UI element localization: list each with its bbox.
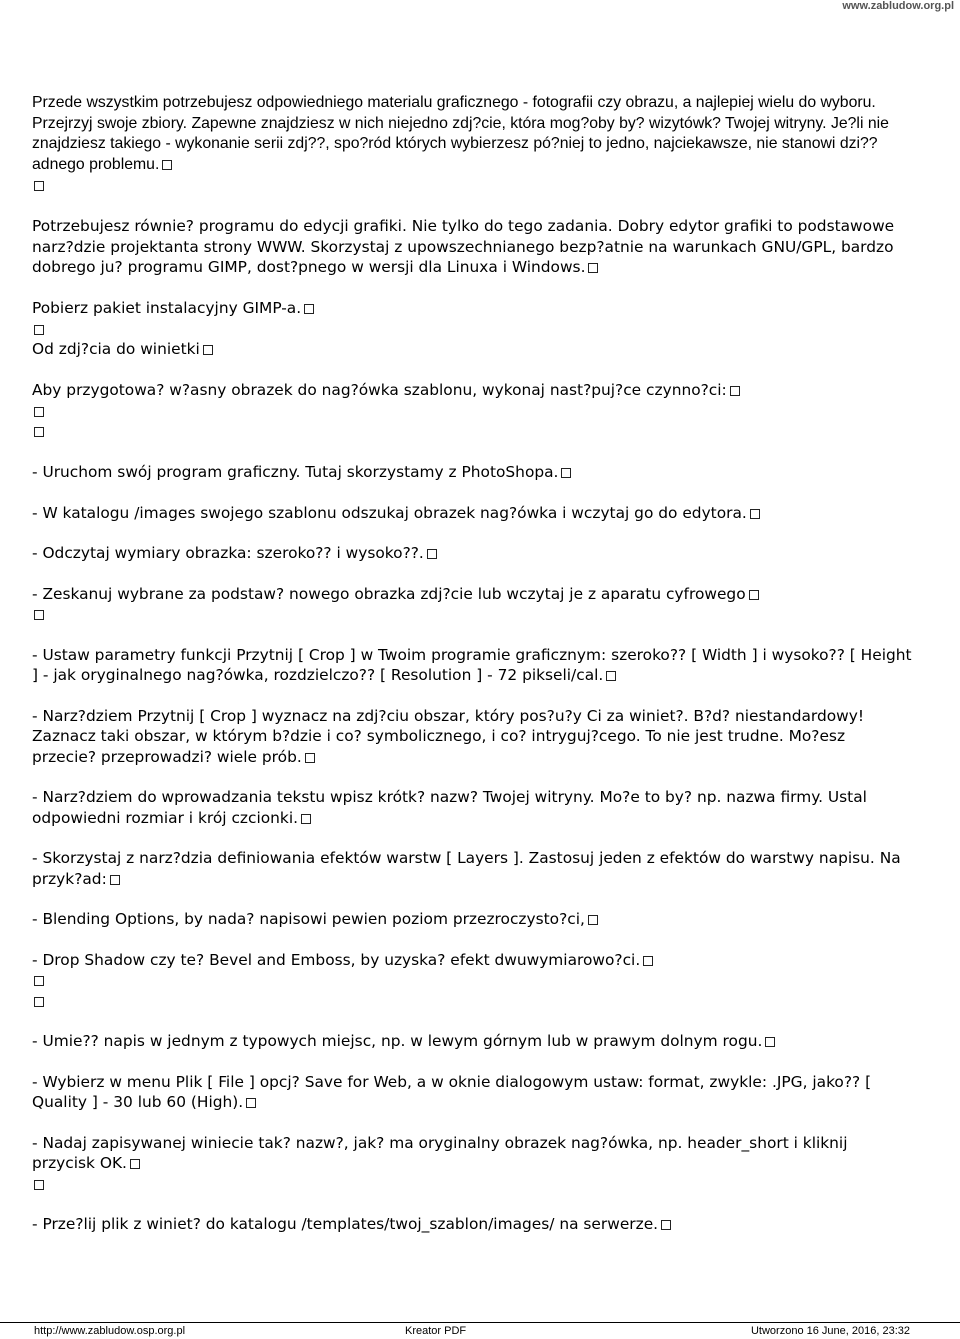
paragraph-download [32, 298, 912, 319]
step-7 [32, 787, 912, 828]
step-text: - Uruchom swój program graficzny. Tutaj skorzystamy z PhotoShopa. [32, 463, 559, 481]
footer-url-link[interactable]: http://www.zabludow.osp.org.pl [34, 1325, 186, 1337]
step-text: - Wybierz w menu Plik [ File ] opcj? Save for Web, a w oknie dialogowym ustaw: format, zwykle: .JPG, jako?? [ Quality ] - 30 lub 60 (High). [32, 1072, 876, 1111]
step-text: - Odczytaj wymiary obrazka: szeroko?? i wysoko??. [32, 544, 424, 562]
missing-glyph-icon [301, 814, 311, 824]
step-text: - Prze?lij plik z winiet? do katalogu /templates/twoj_szablon/images/ na serwerze. [32, 1215, 659, 1233]
paragraph-text: Pobierz pakiet instalacyjny GIMP-a. [32, 299, 302, 317]
paragraph-text: Przede wszystkim potrzebujesz odpowiedniego materialu graficznego - fotografii czy obrazu, a najlepiej wielu do wyboru. Przejrzyj swoje zbiory. Zapewne znajdziesz w nich niejedno zdj?cie, która mog?oby by? wizytówk? Twojej witryny. Je?li nie znajdziesz takiego - wykonanie serii zdj??, spo?ród których wybierzesz pó?niej to jedno, najciekawsze, nie stanowi dzi??adnego problemu. [32, 94, 894, 173]
missing-glyph-icon [588, 915, 598, 925]
glyph-line [32, 319, 912, 340]
missing-glyph-icon [643, 956, 653, 966]
step-text: - Skorzystaj z narz?dzia definiowania efektów warstw [ Layers ]. Zastosuj jeden z efektów do warstwy napisu. Na przyk?ad: [32, 849, 906, 888]
step-text: - W katalogu /images swojego szablonu odszukaj obrazek nag?ówka i wczytaj go do edytora. [32, 503, 747, 522]
step-text: - Zeskanuj wybrane za podstaw? nowego obrazka zdj?cie lub wczytaj je z aparatu cyfrowego [32, 584, 746, 603]
step-text: - Drop Shadow czy te? Bevel and Emboss, by uzyska? efekt dwuwymiarowo?ci. [32, 950, 641, 969]
paragraph-editor [32, 216, 912, 278]
step-3 [32, 543, 912, 564]
missing-glyph-icon [34, 427, 44, 437]
missing-glyph-icon [427, 549, 437, 559]
footer-created-date: Utworzono 16 June, 2016, 23:32 [750, 1325, 910, 1337]
paragraph-intro [32, 93, 912, 175]
glyph-line [32, 991, 912, 1012]
step-11 [32, 1031, 912, 1052]
footer-generator: Kreator PDF [405, 1325, 467, 1337]
glyph-line [32, 1174, 912, 1195]
missing-glyph-icon [588, 263, 598, 273]
missing-glyph-icon [730, 386, 740, 396]
missing-glyph-icon [606, 671, 616, 681]
missing-glyph-icon [34, 610, 44, 620]
article-body [32, 93, 917, 1235]
missing-glyph-icon [305, 753, 315, 763]
missing-glyph-icon [34, 325, 44, 335]
missing-glyph-icon [130, 1159, 140, 1169]
missing-glyph-icon [246, 1098, 256, 1108]
step-5 [32, 645, 917, 686]
paragraph-steps-intro [32, 380, 912, 401]
step-text: - Blending Options, by nada? napisowi pewien poziom przezroczysto?ci, [32, 910, 585, 928]
step-text: - Ustaw parametry funkcji Przytnij [ Crop ] w Twoim programie graficznym: szeroko?? [ Width ] i wysoko?? [ Height ] - jak oryginalnego nag?ówka, rozdzielczo?? [ Resolution ] - 72 pikseli/cal. [32, 645, 917, 684]
missing-glyph-icon [34, 997, 44, 1007]
step-12 [32, 1072, 912, 1113]
step-1 [32, 462, 912, 483]
step-6 [32, 706, 912, 768]
page-footer [0, 1322, 960, 1339]
step-text: - Nadaj zapisywanej winiecie tak? nazw?, jak? ma oryginalny obrazek nag?ówka, np. header_short i kliknij przycisk OK. [32, 1133, 853, 1172]
missing-glyph-icon [749, 590, 759, 600]
step-13 [32, 1133, 912, 1174]
step-text: - Narz?dziem Przytnij [ Crop ] wyznacz na zdj?ciu obszar, który pos?u?y Ci za winiet?. B?d? niestandardowy! Zaznacz taki obszar, w którym b?dzie i co? symbolicznego, i co? intryguj?cego. To nie jest trudne. Mo?esz przecie? przeprowadzi? wiele prób. [32, 706, 869, 766]
glyph-line [32, 401, 912, 422]
missing-glyph-icon [661, 1220, 671, 1230]
missing-glyph-icon [162, 160, 172, 170]
missing-glyph-icon [34, 1180, 44, 1190]
glyph-line [32, 175, 912, 196]
missing-glyph-icon [304, 304, 314, 314]
missing-glyph-icon [34, 407, 44, 417]
glyph-line [32, 604, 912, 625]
paragraph-text: Aby przygotowa? w?asny obrazek do nag?ówka szablonu, wykonaj nast?puj?ce czynno?ci: [32, 381, 727, 399]
step-9 [32, 909, 912, 930]
header-site-url: www.zabludow.org.pl [842, 0, 954, 12]
section-heading [32, 339, 912, 360]
step-14 [32, 1214, 912, 1235]
missing-glyph-icon [203, 345, 213, 355]
step-4 [32, 584, 912, 605]
missing-glyph-icon [34, 976, 44, 986]
step-2 [32, 503, 912, 524]
missing-glyph-icon [561, 468, 571, 478]
missing-glyph-icon [110, 875, 120, 885]
missing-glyph-icon [765, 1037, 775, 1047]
missing-glyph-icon [34, 181, 44, 191]
glyph-line [32, 421, 912, 442]
glyph-line [32, 970, 912, 991]
step-10 [32, 950, 912, 971]
step-text: - Narz?dziem do wprowadzania tekstu wpisz krótk? nazw? Twojej witryny. Mo?e to by? np. nazwa firmy. Ustal odpowiedni rozmiar i krój czcionki. [32, 788, 872, 827]
step-8 [32, 848, 912, 889]
step-text: - Umie?? napis w jednym z typowych miejsc, np. w lewym górnym lub w prawym dolnym rogu. [32, 1032, 763, 1050]
heading-text: Od zdj?cia do winietki [32, 340, 200, 358]
missing-glyph-icon [750, 509, 760, 519]
paragraph-text: Potrzebujesz równie? programu do edycji grafiki. Nie tylko do tego zadania. Dobry edytor grafiki to podstawowe narz?dzie projektanta strony WWW. Skorzystaj z upowszechnianego bezp?atnie na warunkach GNU/GPL, bardzo dobrego ju? programu GIMP, dost?pnego w wersji dla Linuxa i Windows. [32, 217, 900, 276]
